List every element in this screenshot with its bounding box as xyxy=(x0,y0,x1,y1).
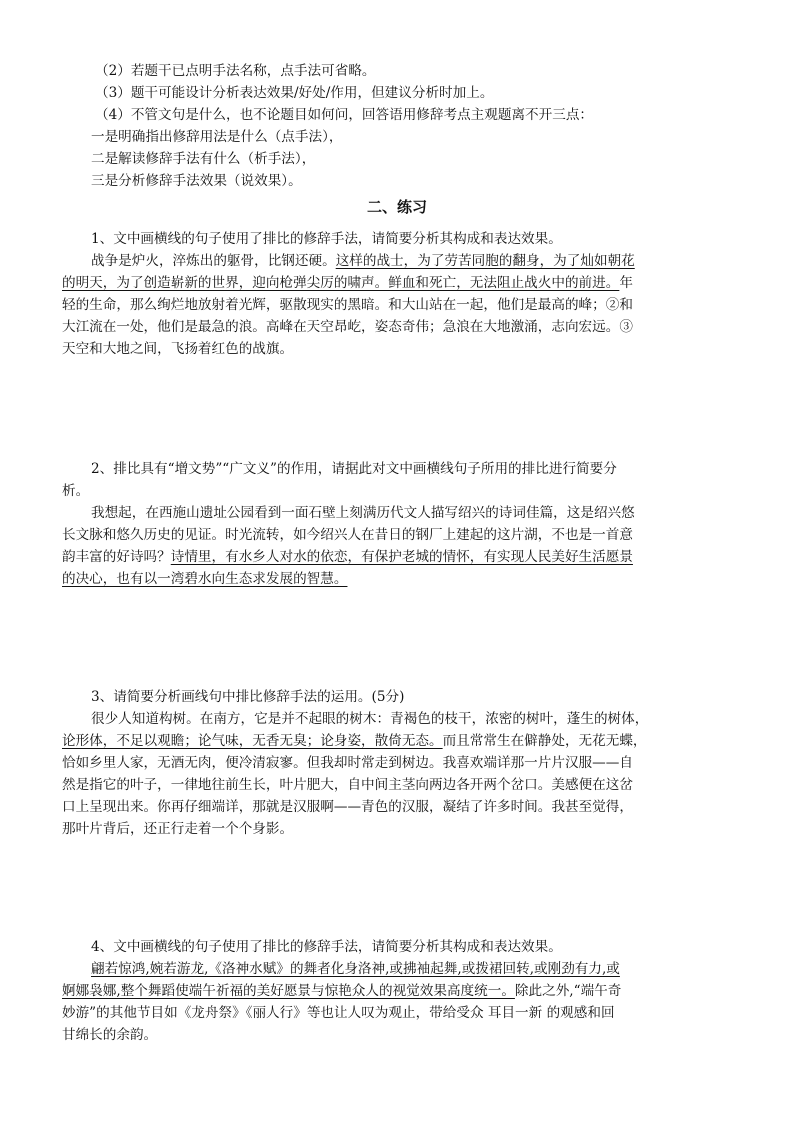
q1-line-2-underlined: 的明天，为了创造崭新的世界，迎向枪弹尖厉的啸声。鲜血和死亡，无法阻止战火中的前进。 xyxy=(62,275,620,291)
q4-line-3: 妙游”的其他节目如《龙舟祭》《丽人行》等也让人叹为观止，带给受众 耳目一新 的观感和回 xyxy=(62,1005,615,1021)
q2-line-3-plain: 韵丰富的好诗吗？ xyxy=(62,549,171,565)
q3-line-2 xyxy=(62,730,742,752)
q4-line-1 xyxy=(91,958,771,980)
q4-question: 4、文中画横线的句子使用了排比的修辞手法，请简要分析其构成和表达效果。 xyxy=(91,939,562,955)
point-2: 二是解读修辞手法有什么（析手法）， xyxy=(91,151,316,167)
q1-line-5: 天空和大地之间，飞扬着红色的战旗。 xyxy=(62,341,294,357)
point-3: 三是分析修辞手法效果（说效果）。 xyxy=(91,173,302,189)
q4-line-2-underlined: 婀娜袅娜,整个舞蹈使端午祈福的美好愿景与惊艳众人的视觉效果高度统一。 xyxy=(62,983,515,999)
q3-line-6: 那叶片背后，还正行走着一个个身影。 xyxy=(62,821,294,837)
q3-line-2-underlined: 论形体，不足以观瞻；论气味，无香无臭；论身姿，散倚无态。 xyxy=(62,733,443,749)
q1-line-2 xyxy=(62,272,742,294)
point-1: 一是明确指出修辞用法是什么（点手法）， xyxy=(91,129,343,145)
q4-line-4: 甘绵长的余韵。 xyxy=(62,1027,158,1043)
q1-line-1-plain: 战争是炉火，淬炼出的躯骨，比钢还硬。 xyxy=(91,253,336,269)
q3-line-5: 口上呈现出来。你再仔细端详，那就是汉服啊——青色的汉服，凝结了许多时间。我甚至觉得， xyxy=(62,799,633,815)
q2-line-3-underlined: 诗情里，有水乡人对水的依恋，有保护老城的情怀，有实现人民美好生活愿景 xyxy=(170,549,633,565)
q2-line-3 xyxy=(62,546,742,568)
q1-line-1 xyxy=(91,250,771,272)
q2-line-4-underlined: 的决心，也有以一湾碧水向生态求发展的智慧。 xyxy=(62,571,348,587)
q1-line-2-plain: 年 xyxy=(619,275,633,291)
q3-question: 3、请简要分析画线句中排比修辞手法的运用。(5分) xyxy=(91,689,405,705)
q2-line-1: 我想起，在西施山遗址公园看到一面石壁上刻满历代文人描写绍兴的诗词佳篇，这是绍兴悠 xyxy=(91,505,635,521)
q3-line-2-plain: 而且常常生在僻静处，无花无蝶， xyxy=(442,733,647,749)
q1-line-4: 大江流在一处，他们是最急的浪。高峰在天空昂屹，姿态奇伟；急浪在大地激涌，志向宏远。③ xyxy=(62,319,633,335)
q3-line-4: 然是指它的叶子，一律地往前生长，叶片肥大，自中间主茎向两边各开两个岔口。美感便在这岔 xyxy=(62,777,633,793)
q4-line-2 xyxy=(62,980,742,1002)
q2-line-2: 长文脉和悠久历史的见证。时光流转，如今绍兴人在昔日的钢厂上建起的这片湖，不也是一首意 xyxy=(62,527,633,543)
q2-question-cont: 析。 xyxy=(62,483,90,499)
note-4: （4）不管文句是什么，也不论题目如何问，回答语用修辞考点主观题离不开三点： xyxy=(95,107,594,123)
q4-line-2-plain: 除此之外,“端午奇 xyxy=(514,983,622,999)
q4-line-1-underlined: 翩若惊鸿,婉若游龙,《洛神水赋》的舞者化身洛神,或拂袖起舞,或拨裙回转,或刚劲有力,或 xyxy=(91,961,620,977)
q1-question: 1、文中画横线的句子使用了排比的修辞手法，请简要分析其构成和表达效果。 xyxy=(91,231,562,247)
note-2: （2）若题干已点明手法名称，点手法可省略。 xyxy=(95,63,376,79)
q1-line-3: 轻的生命，那么绚烂地放射着光辉，驱散现实的黑暗。和大山站在一起，他们是最高的峰；②和 xyxy=(62,297,633,313)
q3-line-1: 很少人知道构树。在南方，它是并不起眼的树木：青褐色的枝干，浓密的树叶，蓬生的树体， xyxy=(91,711,649,727)
q3-line-3: 恰如乡里人家，无酒无肉，便冷清寂寥。但我却时常走到树边。我喜欢端详那一片片汉服——自 xyxy=(62,755,633,771)
q1-line-1-underlined: 这样的战士，为了劳苦同胞的翻身，为了灿如朝花 xyxy=(335,253,635,269)
q2-line-4 xyxy=(62,568,742,590)
note-3: （3）题干可能设计分析表达效果/好处/作用，但建议分析时加上。 xyxy=(95,85,494,101)
section-title: 二、练习 xyxy=(366,198,427,216)
q2-question: 2、排比具有“增文势”“广文义”的作用，请据此对文中画横线句子所用的排比进行简要分 xyxy=(91,461,617,477)
